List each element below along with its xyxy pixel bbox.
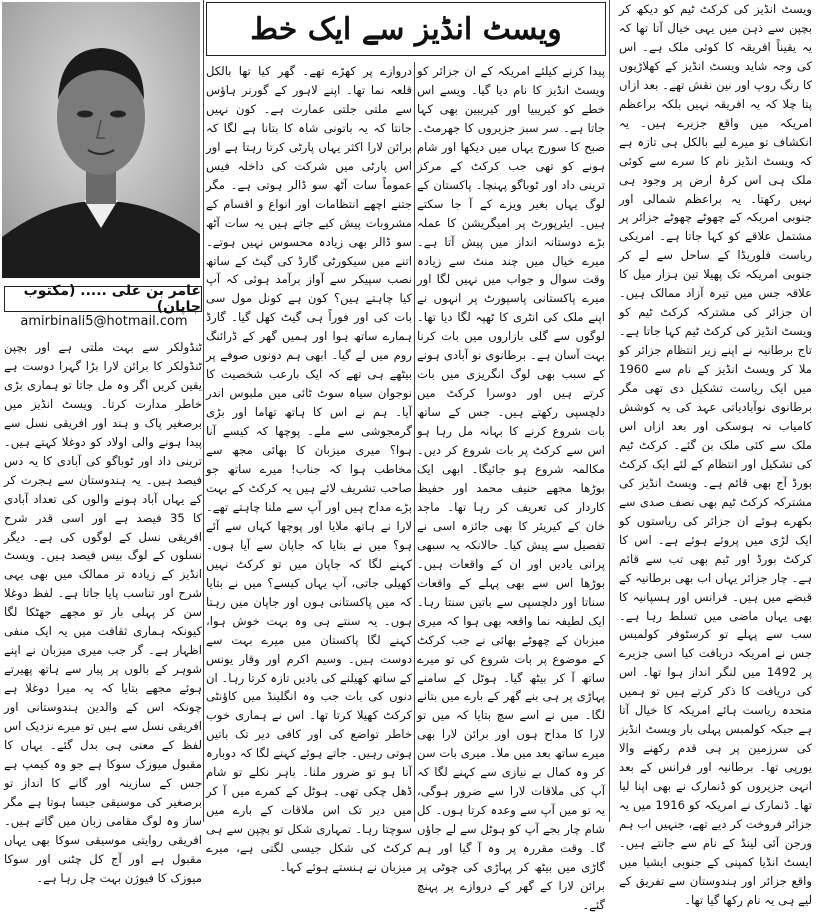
article-text-middle-left: دروازے پر کھڑے تھے۔ گھر کیا تھا بالکل قلعہ نما تھا۔ اپنے لاہور کے گورنر ہاؤس سے ملتی جلتی عمارت ہے۔ کون نہیں جانتا کہ یہ باتونی شاہ کا بتانا ہے لگا کہ برائن لارا اکثر یہاں پارٹی کرتا رہتا ہے اور اس پارٹی میں شرکت کی داخلہ فیس عموماً سات آٹھ سو ڈالر ہوتی ہے۔ مگر جتنے اچھے انتظامات اور انواع و اقسام کے مشروبات پیش کیے جاتے ہیں یہ سات آٹھ سو ڈالر بھی زیادہ محسوس نہیں ہوتے۔ اتنے میں سیکورٹی گارڈ کی گیٹ کے ساتھ نصب سپیکر سے آواز برآمد ہوئی کہ آپ کیا چاہتے ہیں؟ کون ہے کونل مول سی بات کی اور فوراً ہی گیٹ کھل گیا۔ گارڈ ہمارے ساتھ ہوا اور ہمیں گھر کے ڈرائنگ روم میں لے گیا۔ ابھی ہم دونوں صوفے پر بیٹھے ہی تھے کہ ایک بارعب شخصیت کا نوجوان سیاہ سوٹ ٹائی میں ملبوس اندر آیا۔ ہم نے اس کا ہاتھ تھاما اور بڑی گرمجوشی سے ملے۔ پوچھا کہ کیسے آنا ہوا؟ میری میزبان کا بھائی مجھ سے مخاطب ہوا کہ جناب! میرے ساتھ جو صاحب تشریف لائے ہیں یہ کرکٹ کے بہت بڑے مداح ہیں اور آپ سے ملنا چاہتے تھے۔ لارا نے ہاتھ ملایا اور پوچھا کہاں سے آئے ہو؟ میں نے بتایا کہ جاپان سے آیا ہوں۔ کہنے لگا کہ جاپان میں تو کرکٹ نہیں کھیلی جاتی، آپ یہاں کیسے؟ میں نے بتایا کہ میں پاکستانی ہوں اور جاپان میں رہتا ہوں۔ یہ سنتے ہی وہ بہت خوش ہوا، کہنے لگا پاکستان میں میرے بہت سے دوست ہیں۔ وسیم اکرم اور وقار یونس کے ساتھ کھیلنے کی یادیں تازہ کرتا رہا۔ ان دنوں کی بات جب وہ انگلینڈ میں کاؤنٹی کرکٹ کھیلا کرتا تھا۔ اس نے ہماری خوب خاطر تواضع کی اور کافی دیر تک باتیں ہوتی رہیں۔ جاتے ہوئے کہنے لگا کہ دوبارہ آنا ہو تو ضرور ملنا۔ باہر نکلے تو شام ڈھل چکی تھی۔ ہوٹل کے کمرے میں آ کر میں دیر تک اس ملاقات کے بارے میں سوچتا رہا۔ تمہاری شکل تو بچپن سے ہی کرکٹ کی شکل جیسی لگتی ہے، میرے میزبان نے ہنستے ہوئے کہا۔: [206, 64, 412, 875]
article-text-middle: پیدا کرنے کیلئے امریکہ کے ان جزائر کو ویسٹ انڈیز کا نام دیا گیا۔ ویسے اس خطے کو کیریبیا اور کیریبین بھی کہا جاتا ہے۔ سر سبز جزیروں کا جھرمٹ۔ صبح کا سورج یہاں میں دیکھا اور شام ہونے کو تھی جب کرکٹ کے مرکز ترینی داد اور ٹوباگو پہنچا۔ پاکستان کے لوگ یہاں بغیر ویزے کے آ جا سکتے ہیں۔ ایئرپورٹ پر امیگریشن کا عملہ بڑے دوستانہ انداز میں پیش آتا ہے۔ میرے خیال میں چند منٹ سے زیادہ وقت سوال و جواب میں نہیں لگا اور میرے پاکستانی پاسپورٹ پر انہوں نے اپنے ملک کی انٹری کا ٹھپہ لگا دیا تھا۔ لوگوں سے گلی بازاروں میں بات کرنا بہت آسان ہے۔ برطانوی نو آبادی ہونے کے سبب بھی لوگ انگریزی میں بات کرتے ہیں اور دوسرا کرکٹ میں دلچسپی رکھتے ہیں۔ جس کے ساتھ بات شروع کرنے کا بہانہ مل رہا ہو اس سے کرکٹ پر بات شروع کر دیں۔ مکالمہ شروع ہو جائیگا۔ ابھی ایک بوڑھا مجھے حنیف محمد اور حفیظ کاردار کی تعریف کر رہا تھا۔ ماجد خان کے کیریئر کا بھی جائزہ اسی نے تفصیل سے پیش کیا۔ حالانکہ یہ سبھی پرانی یادیں اور ان کے واقعات ہیں۔ بوڑھا اس سے بھی پہلے کے واقعات سناتا اور دلچسپی سے باتیں سنتا رہا۔ ایک لطیفہ نما واقعہ بھی ہوا کہ میری میزبان کے چھوٹے بھائی نے جب کرکٹ کے موضوع پر بات شروع کی تو میرے ساتھ آ کر بیٹھ گیا۔ ہوٹل کے سامنے پہاڑی پر ہی بنے گھر کے بارے میں بتانے لگا۔ میں نے اسے سچ بتایا کہ میں تو لارا کا مداح ہوں اور برائن لارا بھی میرے ساتھ بعد میں ملا۔ میری بات سن کر وہ کمال بے نیازی سے کہنے لگا کہ آپ کی ملاقات لارا سے ضرور ہوگی، یہ تو میں آپ سے وعدہ کرتا ہوں۔ کل شام چار بجے آپ کو ہوٹل سے لے جاؤں گا۔ وقت مقررہ پر وہ آ گیا اور ہم گاڑی میں بیٹھ کر پہاڑی کی چوٹی پر برائن لارا کے گھر کے دروازے پر پہنچ گئے۔: [417, 64, 605, 912]
author-name: عامر بن علی ..... (مکتوب جاپان): [23, 283, 201, 315]
headline: ویسٹ انڈیز سے ایک خط: [250, 11, 562, 47]
column-divider: [414, 62, 415, 822]
author-portrait-image: [2, 2, 200, 278]
article-text-left: ٹنڈولکر سے بہت ملتی ہے اور بچپن ٹنڈولکر کا برائن لارا بڑا گہرا دوست ہے یقین کریں اگر وہ مل جاتا تو ہماری بڑی خاطر مدارت کرتا۔ ویسٹ انڈیز میں برصغیر پاک و ہند اور افریقی نسل سے پیدا ہونے والی اولاد کو دوغلا کہتے ہیں۔ ترینی داد اور ٹوباگو کی آبادی کا یہ دس فیصد ہیں۔ یہ ہندوستان سے ہجرت کر کے یہاں آباد ہونے والوں کی تعداد آبادی کا 35 فیصد ہے اور اسی قدر شرح افریقی نسل کے لوگوں کی ہے۔ دیگر نسلوں کے لوگ بیس فیصد ہیں۔ ویسٹ انڈیز کے زیادہ تر ممالک میں بھی یہی شرح اور تناسب پایا جاتا ہے۔ لفظ دوغلا سن کر پہلی بار تو مجھے جھٹکا لگا کیونکہ ہماری ثقافت میں یہ ایک منفی اظہار ہے۔ گر جب میری میزبان نے اپنے شوہر کے بالوں پر پیار سے ہاتھ پھیرتے ہوئے مجھے بتایا کہ یہ میرا دوغلا ہے چونکہ اس کے والدین ہندوستانی اور افریقی نسل سے ہیں تو میرے نزدیک اس لفظ کے معنی ہی بدل گئے۔ یہاں کا مقبول میوزک سوکا ہے جو وہ کیمپ ہے جس کے سازینہ اور گانے کا انداز تو برصغیر کی موسیقی جیسا ہوتا ہے مگر ساز وہ لوگ مقامی زبان میں گاتے ہیں۔ افریقی روایتی موسیقی سوکا بھی یہاں مقبول ہے اور آج کل چٹنی اور سوکا میوزک کا فیوژن بہت چل رہا ہے۔: [4, 340, 202, 885]
author-email: amirbinali5@hotmail.com: [20, 314, 188, 329]
headline-box: [206, 2, 606, 56]
column-divider: [203, 0, 204, 822]
article-column-right: [619, 0, 812, 907]
article-column-left: [4, 338, 202, 885]
author-photo: [2, 2, 200, 278]
article-text-right: ویسٹ انڈیز کی کرکٹ ٹیم کو دیکھ کر بچپن سے ذہن میں یہی خیال آتا تھا کہ یہ یقیناً افریقہ کا کوئی ملک ہے۔ اس کی وجہ شاید ویسٹ انڈیز کے کھلاڑیوں کا رنگ روپ اور نین نقش تھے۔ بعد ازاں پتا چلا کہ یہ افریقہ نہیں بلکہ براعظم امریکہ میں واقع جزیرے ہیں۔ یہ انکشاف تو میرے لیے بالکل ہی تازہ ہے کہ ویسٹ انڈیز نام کا سرے سے کوئی ملک ہی اس کرۂ ارض پر وجود ہی نہیں رکھتا۔ یہ براعظم شمالی اور جنوبی امریکہ کے چھوٹے چھوٹے جزائر پر مشتمل علاقے کو کہا جاتا ہے۔ امریکی ریاست فلوریڈا کے ساحل سے لے کر جنوبی امریکہ تک پھیلا تین ہزار میل کا علاقہ جس میں تیرہ آزاد ممالک ہیں۔ ان جزائر کی مشترکہ کرکٹ ٹیم کو ویسٹ انڈیز کی کرکٹ ٹیم کہا جاتا ہے۔ تاج برطانیہ نے اپنے زیر انتظام جزائر کو ملا کر ویسٹ انڈیز کے نام سے 1960 میں ایک ریاست تشکیل دی تھی مگر برطانوی نوآبادیاتی عہد کی یہ کوشش کامیاب نہ ہوسکی اور بعد ازاں اس ملک سے کئی ملک بن گئے۔ کرکٹ ٹیم کی تشکیل اور انتظام کے لئے ایک کرکٹ بورڈ آج بھی قائم ہے۔ ویسٹ انڈیز کی مشترکہ کرکٹ ٹیم بھی نصف صدی سے بکھرے ہوئے ان جزائر کی ریاستوں کو ایک لڑی میں پروئے ہوئے ہے۔ اس کا کرکٹ بورڈ اور ٹیم بھی تب سے قائم ہے۔ چار جزائر یہاں اب بھی برطانیہ کے قبضے میں ہیں۔ فرانس اور ہسپانیہ کا بھی یہاں ماضی میں تسلط رہا ہے۔ سب سے پہلے تو کرسٹوفر کولمبس جس نے امریکہ دریافت کیا اسی جزیرے پر 1492 میں لنگر انداز ہوا تھا۔ اس کی دریافت کا ذکر کرتے ہیں تو ہمیں متحدہ ریاست ہائے امریکہ کا خیال آتا ہے جبکہ کولمبس پہلی بار ویسٹ انڈیز کی سرزمین پر ہی قدم رکھنے والا یورپی تھا۔ برطانیہ اور فرانس کے بعد انہی جزیروں کو ڈنمارک نے بھی اپنا لیا تھا۔ ڈنمارک نے امریکہ کو 1916 میں یہ جزائر فروخت کر دیے تھے، جنہیں اب ہم ورجن آئی لینڈ کے نام سے جانتے ہیں۔ ایسٹ انڈیا کمپنی کے جنوبی ایشیا میں واقع جزائر اور ہندوستان سے تفریق کے لیے ہی یہ نام رکھا گیا تھا۔: [619, 2, 812, 907]
article-column-middle-left: [206, 62, 412, 875]
column-divider: [609, 0, 610, 822]
article-column-middle: [417, 62, 605, 912]
author-byline: [4, 283, 202, 315]
